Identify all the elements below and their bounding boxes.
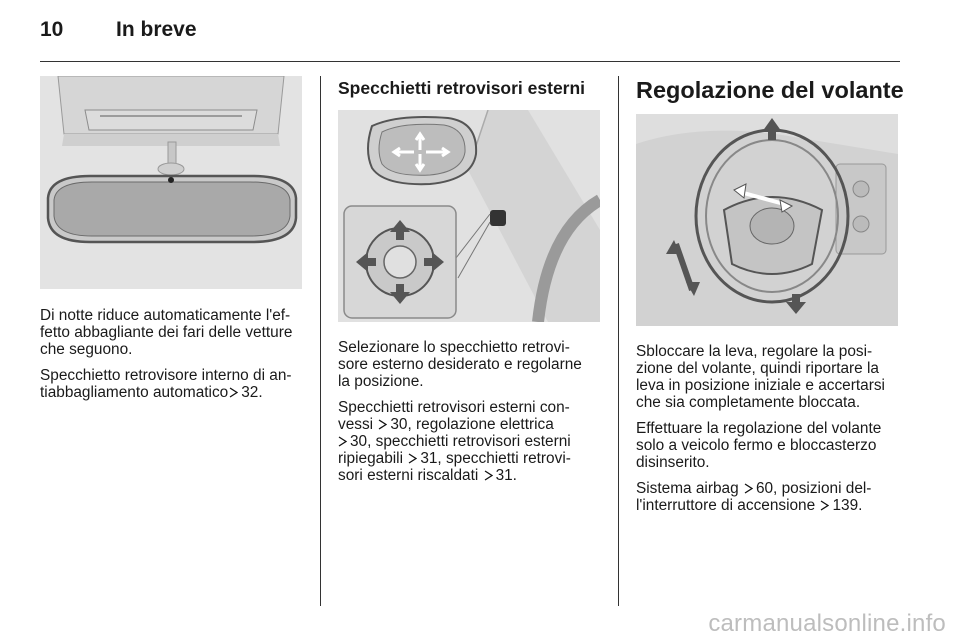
steering-wheel-illustration bbox=[636, 114, 898, 326]
page-reference-arrow-icon bbox=[744, 483, 753, 494]
body-text: Sistema airbag bbox=[636, 480, 739, 497]
body-text: 60, posizioni del- l'interruttore di accensione bbox=[636, 480, 872, 514]
page-reference-arrow-icon bbox=[820, 500, 829, 511]
page-reference: 32. bbox=[241, 384, 263, 401]
running-title: In breve bbox=[116, 18, 197, 41]
body-paragraph bbox=[636, 480, 898, 514]
body-text: Specchietti retrovisori esterni con- vessi bbox=[338, 399, 570, 433]
body-text: 31, specchietti retrovi- sori esterni riscaldati bbox=[338, 450, 571, 484]
page-reference-arrow-icon bbox=[229, 387, 238, 398]
column-divider bbox=[618, 76, 619, 606]
page-number: 10 bbox=[40, 18, 64, 41]
body-text: Specchietto retrovisore interno di an- tiabbagliamento automatico bbox=[40, 367, 292, 401]
body-text: 30, specchietti retrovisori esterni ripiegabili bbox=[338, 433, 571, 467]
body-paragraph: Sbloccare la leva, regolare la posi- zione del volante, quindi riportare la leva in posizione iniziale e accertarsi che sia completamente bloccata. bbox=[636, 343, 885, 411]
body-paragraph: Di notte riduce automaticamente l'ef- fetto abbagliante dei fari delle vetture che seguono. bbox=[40, 307, 293, 358]
watermark: carmanualsonline.info bbox=[708, 610, 946, 637]
section-title: Regolazione del volante bbox=[636, 77, 904, 103]
column-exterior-mirrors bbox=[338, 72, 600, 493]
page-reference-arrow-icon bbox=[338, 436, 347, 447]
page-reference-arrow-icon bbox=[378, 419, 387, 430]
section-title: Specchietti retrovisori esterni bbox=[338, 78, 586, 98]
exterior-mirror-control-illustration bbox=[338, 110, 600, 322]
body-paragraph bbox=[338, 399, 600, 484]
body-paragraph: Selezionare lo specchietto retrovi- sore esterno desiderato e regolarne la posizione. bbox=[338, 339, 582, 390]
body-paragraph: Effettuare la regolazione del volante solo a veicolo fermo e bloccasterzo disinserito. bbox=[636, 420, 882, 471]
body-paragraph bbox=[40, 367, 302, 401]
page-reference-arrow-icon bbox=[484, 470, 493, 481]
page-reference: 31. bbox=[495, 467, 517, 484]
column-interior-mirror bbox=[40, 72, 302, 410]
body-text: 30, regolazione elettrica bbox=[390, 416, 554, 433]
page-reference: 139. bbox=[832, 497, 863, 514]
header-rule bbox=[40, 61, 900, 62]
interior-mirror-illustration bbox=[40, 76, 302, 289]
page-reference-arrow-icon bbox=[408, 453, 417, 464]
column-steering-wheel bbox=[636, 72, 904, 523]
column-divider bbox=[320, 76, 321, 606]
